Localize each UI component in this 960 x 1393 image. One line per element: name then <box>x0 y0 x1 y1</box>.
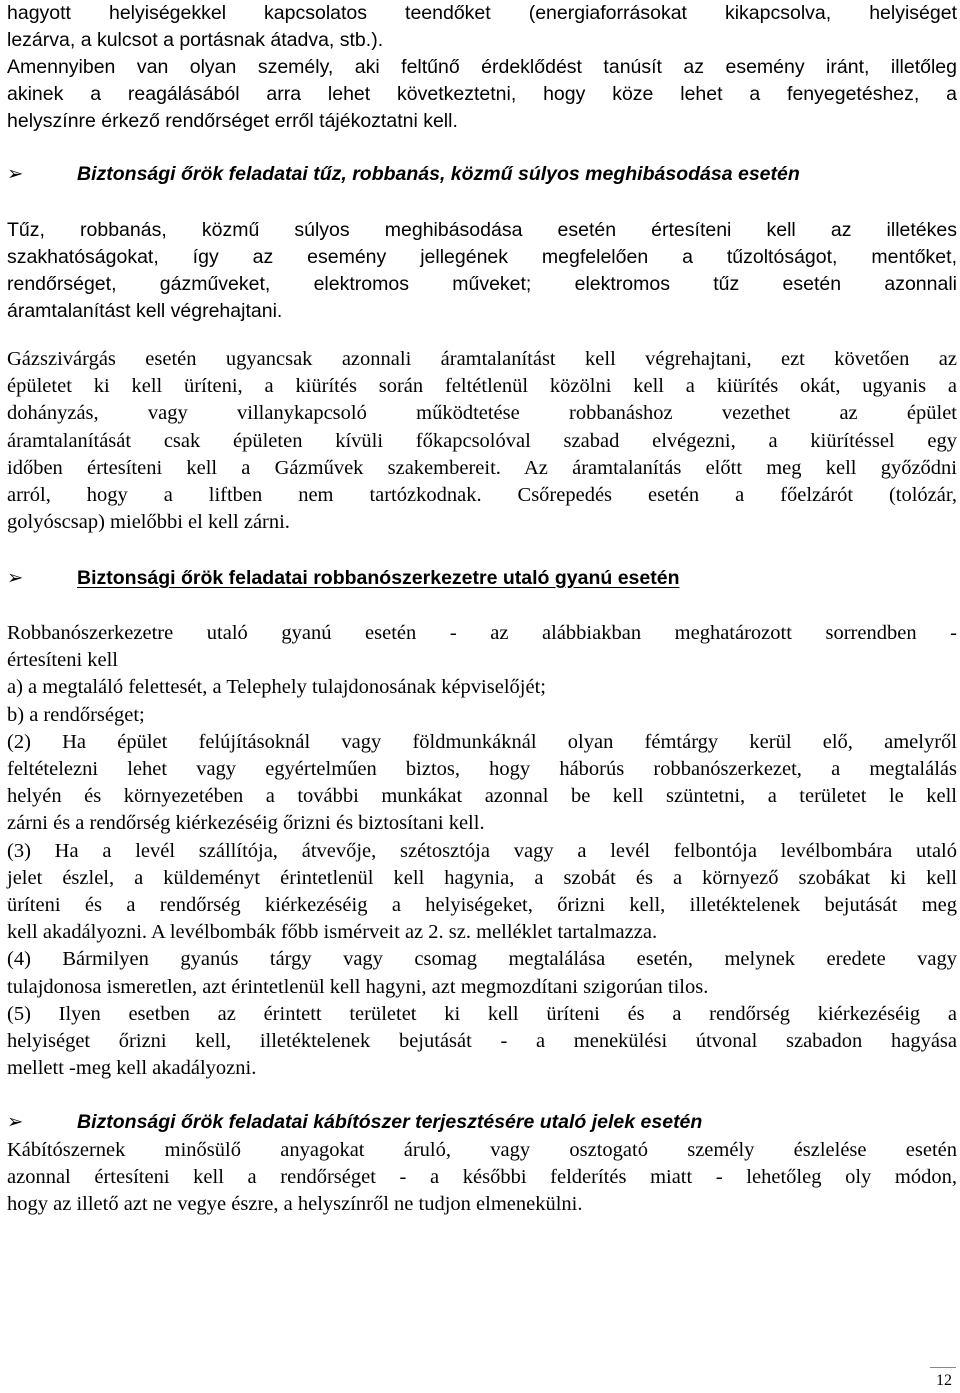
text-line: Tűz, robbanás, közmű súlyos meghibásodása esetén értesíteni kell az illetékes <box>7 219 957 241</box>
text-line: a) a megtaláló felettesét, a Telephely tulajdonosának képviselőjét; <box>7 676 546 699</box>
text-line: Robbanószerkezetre utaló gyanú esetén - az alábbiakban meghatározott sorrendben - <box>7 622 957 644</box>
explosive-paragraph <box>7 620 957 1082</box>
page-number: 12 <box>936 1372 952 1389</box>
text-line: tulajdonosa ismeretlen, azt érintetlenül kell hagyni, azt megmozdítani szigorúan tilos. <box>7 975 709 998</box>
text-line: üríteni és a rendőrség kiérkezéséig a helyiségeket, őrizni kell, illetéktelenek bejutását meg <box>7 894 957 917</box>
text-line: akinek a reagálásából arra lehet következtetni, hogy köze lehet a fenyegetéshez, a <box>7 83 957 105</box>
section-heading-fire <box>7 161 957 188</box>
text-line: hogy az illető azt ne vegye észre, a helyszínről ne tudjon elmenekülni. <box>7 1193 583 1216</box>
text-line: szakhatóságokat, így az esemény jellegének megfelelően a tűzoltóságot, mentőket, <box>7 246 957 268</box>
text-line: helyszínre érkező rendőrséget erről tájékoztatni kell. <box>7 110 458 132</box>
text-line: értesíteni kell <box>7 649 118 672</box>
arrow-bullet-icon: ➢ <box>7 567 24 589</box>
text-line: jelet észlel, a küldeményt érintetlenül kell hagynia, a szobát és a környező szobákat ki kell <box>7 866 957 889</box>
text-line: lezárva, a kulcsot a portásnak átadva, stb.). <box>7 29 384 51</box>
arrow-bullet-icon: ➢ <box>7 1111 24 1133</box>
text-line: áramtalanítását csak épületen kívüli főkapcsolóval szabad elvégezni, a kiürítéssel egy <box>7 429 957 452</box>
text-line: Amennyiben van olyan személy, aki feltűnő érdeklődést tanúsít az esemény iránt, illetőleg <box>7 56 957 78</box>
text-line: arról, hogy a liftben nem tartózkodnak. Csőrepedés esetén a főelzárót (tolózár, <box>7 484 957 507</box>
text-line: kell akadályozni. A levélbombák főbb ismérveit az 2. sz. melléklet tartalmazza. <box>7 921 658 944</box>
arrow-bullet-icon: ➢ <box>7 163 24 185</box>
text-line: dohányzás, vagy villanykapcsoló működtetése robbanáshoz vezethet az épület <box>7 402 957 425</box>
section-heading-explosive <box>7 565 957 592</box>
section-title: Biztonsági őrök feladatai robbanószerkezetre utaló gyanú esetén <box>77 567 680 589</box>
text-line: feltételezni lehet vagy egyértelműen biztos, hogy háborús robbanószerkezet, a megtalálás <box>7 758 957 781</box>
fire-paragraph-1 <box>7 217 957 325</box>
text-line: golyóscsap) mielőbbi el kell zárni. <box>7 511 290 534</box>
section-title: Biztonsági őrök feladatai tűz, robbanás, közmű súlyos meghibásodása esetén <box>77 163 800 185</box>
text-line: zárni és a rendőrség kiérkezéséig őrizni és biztosítani kell. <box>7 812 485 835</box>
text-line: b) a rendőrséget; <box>7 703 145 726</box>
text-line: helyén és környezetében a további munkákat azonnal be kell szüntetni, a területet le kell <box>7 785 957 808</box>
page-number-rule <box>930 1367 956 1368</box>
drugs-paragraph <box>7 1137 957 1219</box>
section-heading-drugs <box>7 1109 957 1136</box>
text-line: (2) Ha épület felújításoknál vagy földmunkáknál olyan fémtárgy kerül elő, amelyről <box>7 730 957 753</box>
text-line: Gázszivárgás esetén ugyancsak azonnali áramtalanítást kell végrehajtani, ezt követően az <box>7 348 957 370</box>
text-line: (5) Ilyen esetben az érintett területet ki kell üríteni és a rendőrség kiérkezéséig a <box>7 1002 957 1025</box>
text-line: azonnal értesíteni kell a rendőrséget - a későbbi felderítés miatt - lehetőleg oly módon, <box>7 1166 957 1189</box>
text-line: (4) Bármilyen gyanús tárgy vagy csomag megtalálása esetén, melynek eredete vagy <box>7 948 957 971</box>
text-line: Kábítószernek minősülő anyagokat áruló, vagy osztogató személy észlelése esetén <box>7 1139 957 1161</box>
fire-paragraph-2 <box>7 346 957 536</box>
text-line: helyiséget őrizni kell, illetéktelenek bejutását - a menekülési útvonal szabadon hagyása <box>7 1030 957 1053</box>
text-line: hagyott helyiségekkel kapcsolatos teendőket (energiaforrásokat kikapcsolva, helyiséget <box>7 2 957 24</box>
text-line: időben értesíteni kell a Gázművek szakembereit. Az áramtalanítás előtt meg kell győződni <box>7 456 957 479</box>
text-line: (3) Ha a levél szállítója, átvevője, szétosztója vagy a levél felbontója levélbombára utaló <box>7 839 957 862</box>
text-line: rendőrséget, gázműveket, elektromos műveket; elektromos tűz esetén azonnali <box>7 273 957 295</box>
intro-paragraph <box>7 0 957 135</box>
text-line: mellett -meg kell akadályozni. <box>7 1057 257 1080</box>
text-line: áramtalanítást kell végrehajtani. <box>7 300 283 322</box>
text-line: épületet ki kell üríteni, a kiürítés során feltétlenül közölni kell a kiürítés okát, ugyanis a <box>7 375 957 398</box>
section-title: Biztonsági őrök feladatai kábítószer terjesztésére utaló jelek esetén <box>77 1111 703 1133</box>
